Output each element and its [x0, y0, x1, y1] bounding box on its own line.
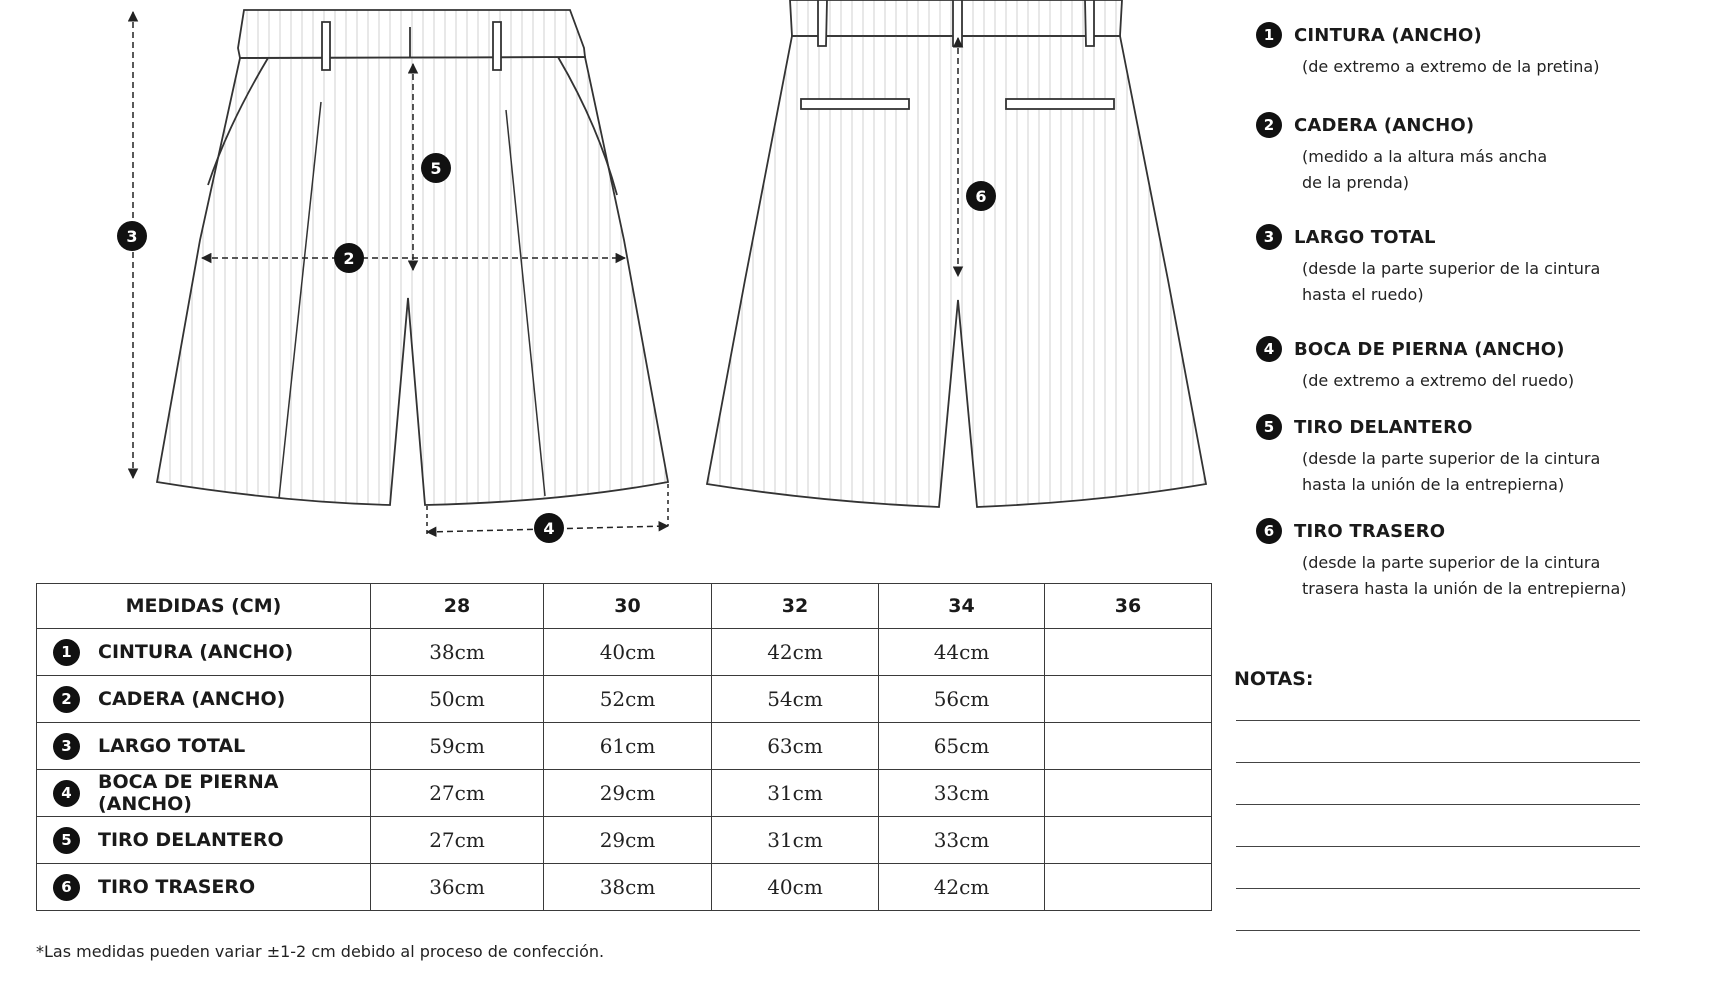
value-cell: 61cm: [544, 723, 712, 770]
table-row: [37, 629, 1212, 676]
row-label-cell: [37, 817, 371, 864]
value-cell: 63cm: [712, 723, 879, 770]
header-size-34: 34: [879, 584, 1045, 629]
value-cell: 54cm: [712, 676, 879, 723]
value-cell: 40cm: [712, 864, 879, 911]
legend-item-largo-total: [1256, 224, 1600, 308]
marker-6-label: 6: [975, 187, 987, 206]
header-size-30: 30: [544, 584, 712, 629]
legend-title: LARGO TOTAL: [1294, 226, 1436, 248]
legend-description: (medido a la altura más ancha de la prenda): [1302, 147, 1548, 192]
table-row: [37, 676, 1212, 723]
legend-number-badge: 1: [1256, 22, 1282, 48]
value-cell: [1045, 676, 1212, 723]
value-cell: 56cm: [879, 676, 1045, 723]
row-label: LARGO TOTAL: [98, 735, 246, 757]
value-cell: 27cm: [371, 770, 544, 817]
legend-title: CADERA (ANCHO): [1294, 114, 1475, 136]
value-cell: [1045, 864, 1212, 911]
value-cell: 38cm: [544, 864, 712, 911]
legend-item-boca-de-pierna: [1256, 336, 1574, 394]
value-cell: 33cm: [879, 770, 1045, 817]
value-cell: 31cm: [712, 770, 879, 817]
row-number-badge: 2: [53, 686, 80, 713]
note-line[interactable]: [1236, 846, 1640, 847]
value-cell: 42cm: [879, 864, 1045, 911]
value-cell: 40cm: [544, 629, 712, 676]
legend-title: TIRO TRASERO: [1294, 520, 1446, 542]
value-cell: 38cm: [371, 629, 544, 676]
row-label-cell: [37, 864, 371, 911]
table-row: [37, 770, 1212, 817]
row-number-badge: 5: [53, 827, 80, 854]
value-cell: 50cm: [371, 676, 544, 723]
row-label: TIRO DELANTERO: [98, 829, 284, 851]
row-number-badge: 1: [53, 639, 80, 666]
value-cell: 36cm: [371, 864, 544, 911]
note-line[interactable]: [1236, 804, 1640, 805]
value-cell: 44cm: [879, 629, 1045, 676]
row-label: CINTURA (ANCHO): [98, 641, 294, 663]
marker-4-label: 4: [543, 519, 555, 538]
note-line[interactable]: [1236, 888, 1640, 889]
value-cell: 59cm: [371, 723, 544, 770]
row-number-badge: 3: [53, 733, 80, 760]
value-cell: 65cm: [879, 723, 1045, 770]
legend-description: (desde la parte superior de la cintura trasera hasta la unión de la entrepierna): [1302, 553, 1627, 598]
legend-title: TIRO DELANTERO: [1294, 416, 1473, 438]
row-label-cell: [37, 723, 371, 770]
value-cell: [1045, 770, 1212, 817]
table-row: [37, 817, 1212, 864]
header-size-28: 28: [371, 584, 544, 629]
legend-title: BOCA DE PIERNA (ANCHO): [1294, 338, 1565, 360]
value-cell: 31cm: [712, 817, 879, 864]
row-number-badge: 6: [53, 874, 80, 901]
notes-section: [1234, 668, 1640, 690]
footnote: *Las medidas pueden variar ±1-2 cm debido al proceso de confección.: [36, 942, 605, 961]
notes-label: NOTAS:: [1234, 668, 1314, 690]
note-line[interactable]: [1236, 930, 1640, 931]
value-cell: 29cm: [544, 770, 712, 817]
table-row: [37, 723, 1212, 770]
value-cell: 52cm: [544, 676, 712, 723]
value-cell: [1045, 723, 1212, 770]
legend-description: (desde la parte superior de la cintura hasta el ruedo): [1302, 259, 1601, 304]
legend-number-badge: 5: [1256, 414, 1282, 440]
legend-number-badge: 2: [1256, 112, 1282, 138]
legend-item-cadera: [1256, 112, 1547, 196]
legend-description: (de extremo a extremo de la pretina): [1302, 57, 1600, 76]
row-label-cell: [37, 770, 371, 817]
row-label: BOCA DE PIERNA (ANCHO): [98, 771, 279, 815]
legend-number-badge: 6: [1256, 518, 1282, 544]
value-cell: 33cm: [879, 817, 1045, 864]
value-cell: 27cm: [371, 817, 544, 864]
legend-item-cintura: [1256, 22, 1599, 80]
header-size-36: 36: [1045, 584, 1212, 629]
back-view-shorts: [707, 0, 1206, 507]
legend-number-badge: 4: [1256, 336, 1282, 362]
row-label-cell: [37, 676, 371, 723]
legend-item-tiro-delantero: [1256, 414, 1600, 498]
note-line[interactable]: [1236, 762, 1640, 763]
legend-description: (desde la parte superior de la cintura hasta la unión de la entrepierna): [1302, 449, 1601, 494]
legend-description: (de extremo a extremo del ruedo): [1302, 371, 1575, 390]
row-number-badge: 4: [53, 780, 80, 807]
row-label-cell: [37, 629, 371, 676]
marker-2-label: 2: [343, 249, 355, 268]
marker-5-label: 5: [430, 159, 442, 178]
back-markers: [966, 181, 996, 211]
size-table-container: [36, 583, 1212, 911]
legend-number-badge: 3: [1256, 224, 1282, 250]
value-cell: 42cm: [712, 629, 879, 676]
size-table: [36, 583, 1212, 911]
table-row: [37, 864, 1212, 911]
row-label: TIRO TRASERO: [98, 876, 256, 898]
marker-3-label: 3: [126, 227, 138, 246]
value-cell: 29cm: [544, 817, 712, 864]
table-header-row: [37, 584, 1212, 629]
value-cell: [1045, 817, 1212, 864]
value-cell: [1045, 629, 1212, 676]
legend-title: CINTURA (ANCHO): [1294, 24, 1482, 46]
legend-item-tiro-trasero: [1256, 518, 1627, 602]
note-line[interactable]: [1236, 720, 1640, 721]
row-label: CADERA (ANCHO): [98, 688, 286, 710]
header-medidas: MEDIDAS (CM): [37, 584, 371, 629]
header-size-32: 32: [712, 584, 879, 629]
